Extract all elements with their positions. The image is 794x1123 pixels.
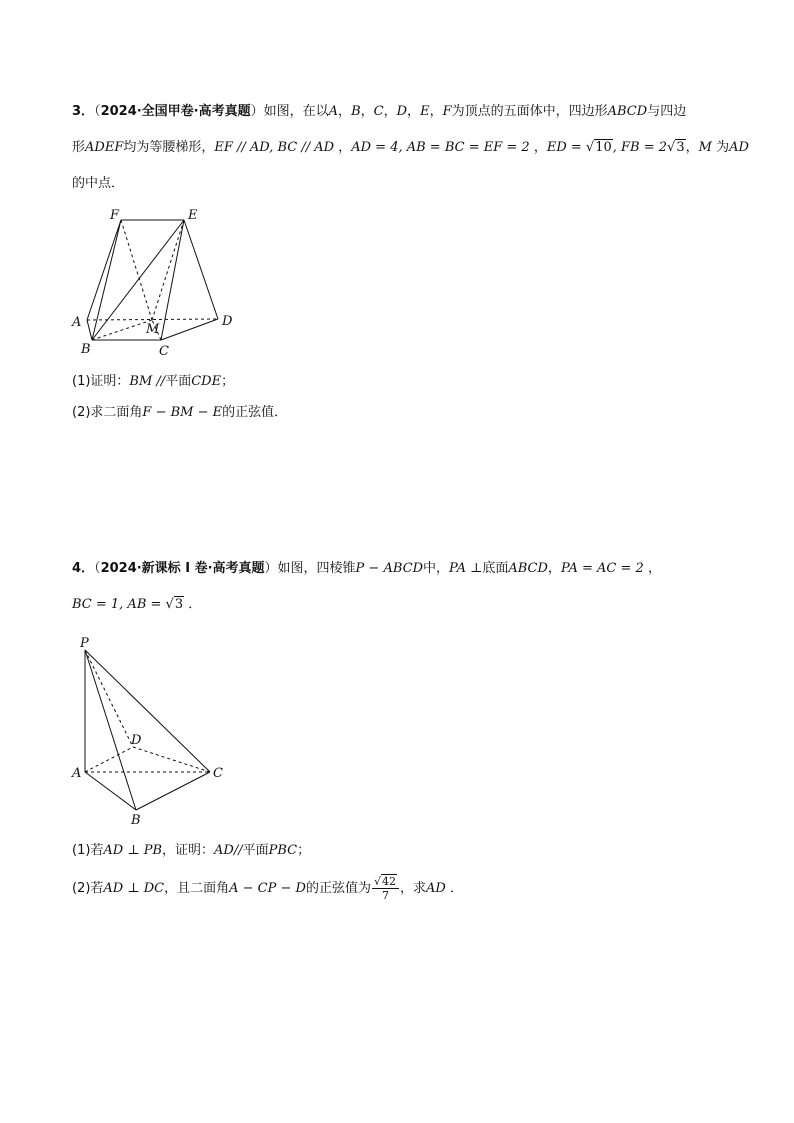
- text: ，: [547, 561, 561, 576]
- text: 的中点．: [72, 176, 125, 191]
- text: 为顶点的五面体中，四边形: [451, 104, 608, 119]
- source-close: ）: [250, 104, 264, 119]
- label-M: M: [146, 322, 160, 337]
- problem-4-question-1: [72, 841, 310, 861]
- problem-3-number: 3．: [72, 104, 95, 119]
- q1-plane: 平面: [165, 374, 192, 389]
- math-abcd: ABCD: [607, 104, 648, 119]
- math-cond: AD = 4, AB = BC = EF = 2: [351, 140, 530, 155]
- text: ．: [188, 597, 202, 612]
- math-m: M: [698, 140, 712, 155]
- q2-end: ．: [449, 881, 463, 896]
- text: 为: [716, 140, 730, 155]
- label-D: D: [222, 314, 233, 329]
- sqrt-10: √10: [585, 140, 612, 155]
- q1-ad: AD//: [214, 843, 243, 858]
- q1-plane: 平面: [242, 843, 269, 858]
- math-cond: PA = AC = 2: [560, 561, 644, 576]
- math-ed: ED =: [546, 140, 582, 155]
- source-open: （: [94, 104, 101, 119]
- math-adef: ADEF: [85, 140, 124, 155]
- fraction-sqrt42-over-7: $\frac{√42}{7}$: [372, 875, 399, 902]
- text: 中，: [423, 561, 450, 576]
- text: ，: [647, 561, 661, 576]
- text: 如图，在以: [263, 104, 329, 119]
- point-D: D: [396, 104, 408, 119]
- q2-mid3: ，求: [399, 881, 426, 896]
- text: 如图，四棱锥: [277, 561, 356, 576]
- label-C: C: [159, 344, 169, 359]
- source-close: ）: [264, 561, 278, 576]
- q1-expr: AD ⊥ PB: [103, 843, 163, 858]
- q2-mid2: 的正弦值为: [305, 881, 371, 896]
- label-A: A: [72, 766, 82, 781]
- math-fb: , FB = 2: [612, 140, 668, 155]
- text: 与四边: [647, 104, 687, 119]
- q2-expr: F − BM − E: [142, 405, 223, 420]
- point-C: C: [373, 104, 384, 119]
- q1-end: ；: [221, 374, 235, 389]
- q2-angle: A − CP − D: [229, 881, 306, 896]
- label-B: B: [81, 342, 91, 357]
- label-A: A: [72, 315, 82, 330]
- q1-expr: BM //: [129, 374, 166, 389]
- q2-end: 的正弦值．: [222, 405, 288, 420]
- point-F: F: [442, 104, 452, 119]
- source-open: （: [94, 561, 101, 576]
- point-A: A: [328, 104, 339, 119]
- problem-4-source: 2024·新课标 I 卷·高考真题: [100, 561, 265, 576]
- q1-mid: ，证明：: [162, 843, 215, 858]
- problem-4-line-1: [72, 559, 661, 579]
- text: 底面: [482, 561, 509, 576]
- q2-prefix: (2)若: [72, 881, 104, 896]
- text: 形: [72, 140, 86, 155]
- label-B: B: [131, 813, 141, 828]
- problem-3-source: 2024·全国甲卷·高考真题: [100, 104, 251, 119]
- q1-prefix: (1)若: [72, 843, 104, 858]
- figure-pyramid: [60, 630, 240, 830]
- q2-prefix: (2)求二面角: [72, 405, 143, 420]
- problem-3-line-2: 形ADEF均为等腰梯形，EF // AD, BC // AD ，AD = 4, AB = BC = EF = 2 ，ED = √10, FB = 2√3，M 为AD: [72, 138, 749, 158]
- text: 均为等腰梯形，: [123, 140, 215, 155]
- q2-expr: AD ⊥ DC: [103, 881, 165, 896]
- q2-ad: AD: [425, 881, 446, 896]
- problem-3-question-2: [72, 403, 287, 423]
- problem-3-line-3: [72, 174, 124, 194]
- q1-prefix: (1)证明：: [72, 374, 130, 389]
- q1-cde: CDE: [191, 374, 222, 389]
- label-C: C: [213, 766, 223, 781]
- problem-3-line-1: 3．（2024·全国甲卷·高考真题）如图，在以A，B，C，D，E，F为顶点的五面体中，四边形ABCD与四边: [72, 104, 687, 119]
- math-pa: PA ⊥: [449, 561, 483, 576]
- problem-3-question-1: [72, 372, 234, 392]
- math-pyramid: P − ABCD: [355, 561, 424, 576]
- math-parallel: EF // AD, BC // AD: [214, 140, 335, 155]
- q1-end: ；: [297, 843, 311, 858]
- math-abcd: ABCD: [508, 561, 548, 576]
- problem-4-number: 4．: [72, 561, 95, 576]
- math-bc: BC = 1, AB =: [72, 597, 162, 612]
- sqrt-42: √42: [373, 875, 396, 888]
- point-B: B: [351, 104, 361, 119]
- math-ad: AD: [729, 140, 749, 155]
- label-E: E: [188, 208, 198, 223]
- label-D: D: [131, 733, 142, 748]
- q1-pbc: PBC: [268, 843, 298, 858]
- label-P: P: [80, 636, 89, 651]
- sqrt-3: √3: [165, 597, 184, 612]
- point-E: E: [420, 104, 430, 119]
- label-F: F: [110, 208, 120, 223]
- problem-4-question-2: [72, 875, 463, 902]
- q2-mid: ，且二面角: [164, 881, 230, 896]
- figure-pentahedron: [60, 200, 260, 360]
- sqrt-3: √3: [667, 140, 685, 155]
- problem-4-line-2: [72, 595, 201, 615]
